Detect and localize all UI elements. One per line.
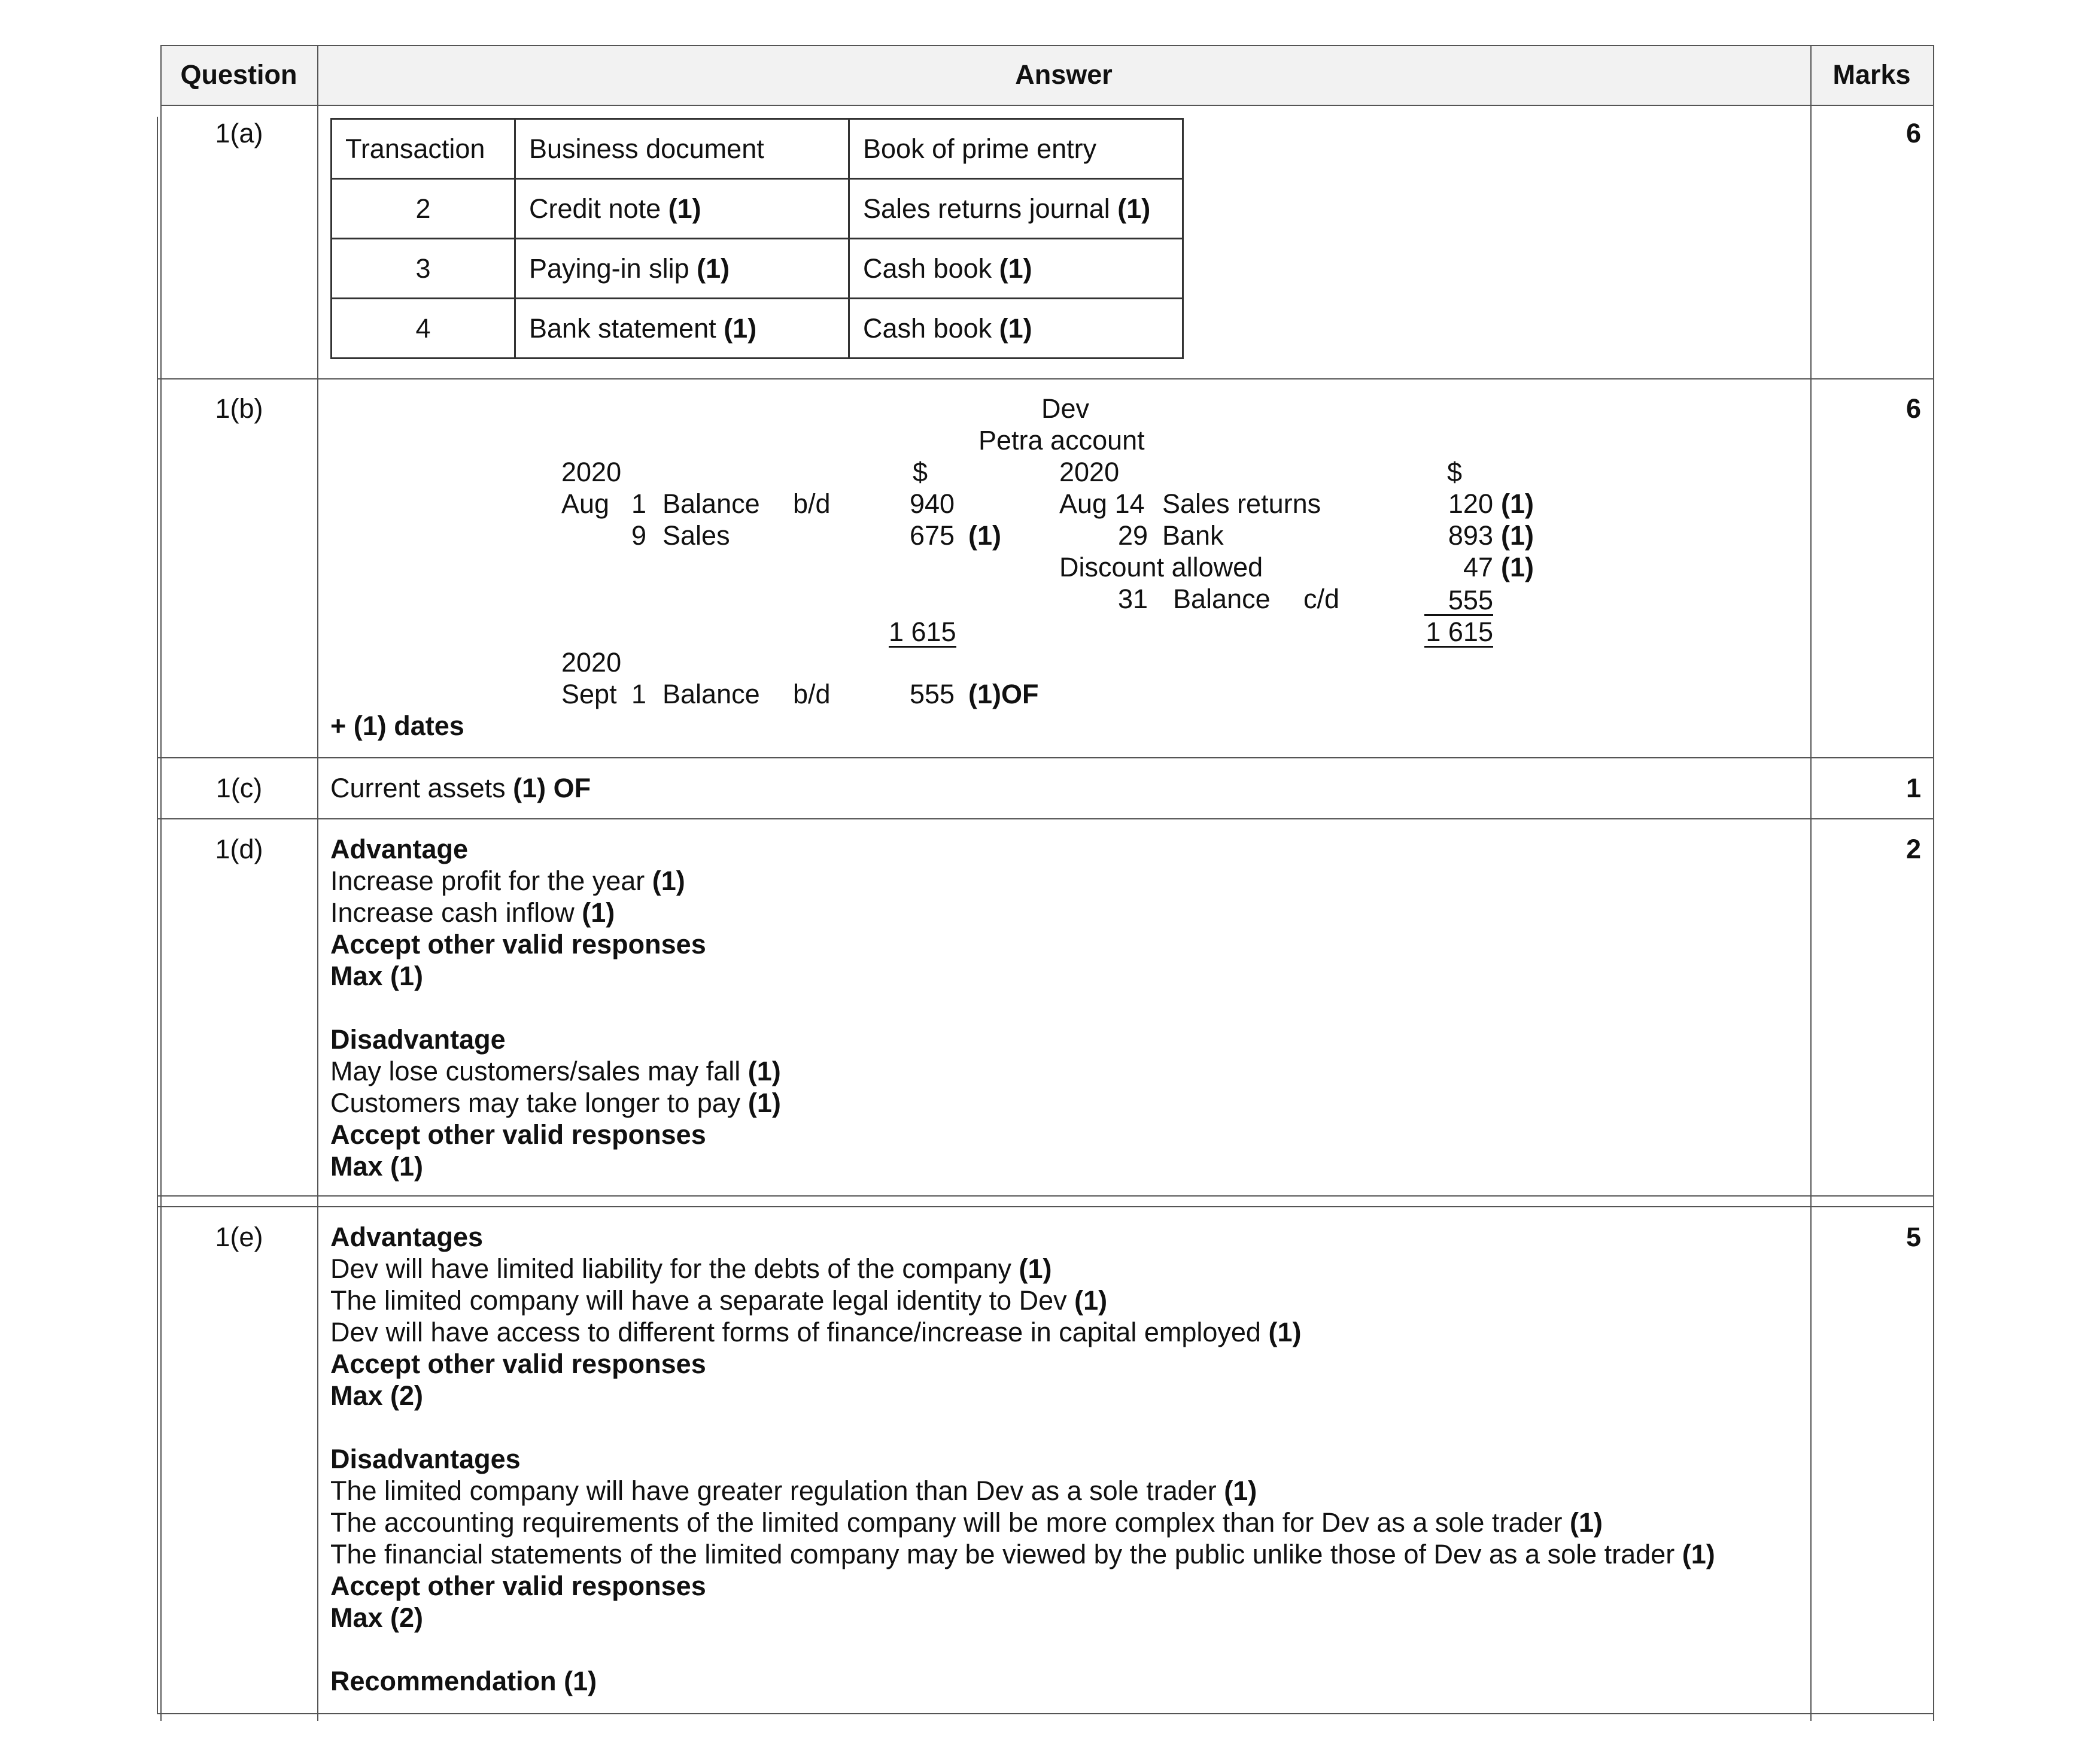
header-question: Question [180,59,297,90]
book-text: Sales returns journal [863,193,1110,224]
mark-text: (1) [1268,1317,1302,1347]
transaction-cell: 4 [332,299,515,359]
grid-line [1810,45,1812,1721]
grid-line [160,105,1934,106]
answer-text: May lose customers/sales may fall [330,1056,741,1086]
grid-line [157,757,1934,758]
disadvantage-heading: Disadvantage [330,1024,506,1055]
mark-text: (1) [1501,520,1534,551]
mark-text: (1) [1074,1285,1108,1316]
debit-detail: Balance [662,488,760,519]
accept-note: Accept other valid responses [330,1119,706,1150]
mark-text: (1) [564,1666,597,1696]
credit-ref: c/d [1303,584,1340,614]
answer-text: The accounting requirements of the limited company will be more complex than for Dev as a sole trader [330,1507,1563,1538]
mark-text: (1) [652,866,685,896]
grid-line [160,45,1934,46]
ledger-account-title: Petra account [978,425,1145,456]
grid-line [157,818,1934,819]
bd-month: Sept [561,679,617,709]
grid-line [157,1206,1934,1207]
credit-amount: 47 [1463,552,1493,582]
answer-text: The financial statements of the limited company may be viewed by the public unlike those of Dev as a sole trader [330,1539,1675,1569]
book-text: Cash book [863,253,992,284]
answer-line [330,1316,1301,1349]
transaction-cell: 3 [332,239,515,299]
document-cell [515,299,849,359]
mark-text: (1) [724,312,757,344]
mark-text: (1) [1501,488,1534,519]
accept-note: Accept other valid responses [330,1349,706,1379]
credit-currency: $ [1447,457,1463,487]
debit-month: Aug [561,488,610,519]
table-header-cell: Book of prime entry [849,119,1183,179]
book-cell [849,239,1183,299]
mark-text: (1)OF [968,679,1039,709]
document-text: Bank statement [529,312,716,344]
question-marks: 2 [1906,834,1921,864]
debit-amount: 940 [910,488,955,519]
ledger-owner: Dev [1041,393,1090,424]
grid-line [157,378,1934,379]
max-note: Max (1) [330,1151,424,1182]
grid-line [157,117,158,1714]
table-row [332,239,1183,299]
disadvantage-heading: Disadvantages [330,1444,521,1474]
question-marks: 6 [1906,118,1921,148]
table-header-cell: Business document [515,119,849,179]
debit-total: 1 615 [889,617,956,647]
credit-detail: Bank [1162,520,1224,551]
transaction-cell: 2 [332,179,515,239]
question-number: 1(e) [215,1222,263,1252]
answer-line [330,1087,781,1119]
book-text: Cash book [863,312,992,344]
bd-amount: 555 [910,679,955,709]
document-cell [515,239,849,299]
credit-amount: 893 [1448,520,1493,551]
debit-currency: $ [913,457,928,487]
answer-text: The limited company will have greater regulation than Dev as a sole trader [330,1475,1217,1506]
grid-line [157,1195,1934,1197]
question-marks: 5 [1906,1222,1921,1252]
credit-detail: Sales returns [1162,488,1321,519]
debit-year: 2020 [561,457,622,487]
answer-line [330,1055,781,1088]
debit-amount: 675 [910,520,955,551]
question-number: 1(b) [215,393,263,424]
answer-line [330,1253,1052,1285]
credit-amount: 555 [1424,587,1493,616]
table-header-row [332,119,1183,179]
debit-day: 1 [631,488,647,519]
mark-text: (1) [697,253,730,284]
answer-line [330,772,591,804]
answer-line [330,1507,1603,1539]
bd-year: 2020 [561,647,622,678]
book-cell [849,179,1183,239]
mark-text: (1) [1682,1539,1715,1569]
credit-detail: Discount allowed [1059,552,1263,582]
answer-text: Dev will have access to different forms of finance/increase in capital employed [330,1317,1261,1347]
question-marks: 6 [1906,393,1921,424]
answer-text: The limited company will have a separate legal identity to Dev [330,1285,1067,1316]
mark-text: (1) [968,520,1001,551]
debit-detail: Sales [662,520,730,551]
recommendation-line [330,1665,597,1698]
credit-amount: 120 [1448,488,1493,519]
mark-text: (1) [1019,1253,1052,1284]
question-number: 1(c) [215,773,263,803]
credit-date: 31 [1118,584,1148,614]
table-row [332,299,1183,359]
credit-date: Aug 14 [1059,488,1145,519]
book-cell [849,299,1183,359]
dates-note: + (1) dates [330,710,464,741]
answer-text: Customers may take longer to pay [330,1088,741,1118]
advantage-heading: Advantage [330,834,469,864]
credit-total: 1 615 [1424,618,1493,648]
accept-note: Accept other valid responses [330,1571,706,1601]
grid-line [1933,45,1934,1721]
mark-text: (1) [747,1056,781,1086]
mark-text: (1) [1117,193,1151,224]
header-marks: Marks [1832,59,1911,90]
answer-text: Increase cash inflow [330,897,575,928]
document-text: Paying-in slip [529,253,689,284]
max-note: Max (1) [330,961,424,991]
grid-line [317,45,318,1721]
mark-text: (1) [747,1088,781,1118]
question-number: 1(d) [215,834,263,864]
answer-line [330,865,685,897]
answer-line [330,1475,1257,1507]
credit-date: 29 [1118,520,1148,551]
grid-line [157,1713,1934,1714]
max-note: Max (2) [330,1602,424,1633]
mark-text: (1) [1570,1507,1603,1538]
document-cell [515,179,849,239]
credit-year: 2020 [1059,457,1120,487]
bd-ref: b/d [793,679,831,709]
mark-text: (1) [999,253,1032,284]
advantage-heading: Advantages [330,1222,484,1252]
accept-note: Accept other valid responses [330,929,706,959]
question-number: 1(a) [215,118,263,148]
document-text: Credit note [529,193,661,224]
answer-line [330,897,615,929]
table-row [332,179,1183,239]
answer-text: Dev will have limited liability for the debts of the company [330,1253,1012,1284]
bd-day: 1 [631,679,647,709]
grid-line [160,45,162,1721]
header-answer: Answer [1015,59,1113,90]
mark-text: (1) [668,193,701,224]
max-note: Max (2) [330,1380,424,1411]
mark-text: (1) OF [513,773,591,803]
answer-line [330,1538,1715,1571]
mark-text: (1) [1224,1475,1257,1506]
credit-detail: Balance [1173,584,1271,614]
table-header-cell: Transaction [332,119,515,179]
mark-text: (1) [999,312,1032,344]
answer-line [330,1285,1107,1317]
answer-text: Increase profit for the year [330,866,645,896]
mark-text: (1) [582,897,615,928]
question-marks: 1 [1906,773,1921,803]
mark-text: (1) [1501,552,1534,582]
debit-ref: b/d [793,488,831,519]
bd-detail: Balance [662,679,760,709]
prime-entry-table [330,118,1184,359]
answer-text: Current assets [330,773,506,803]
debit-day: 9 [631,520,647,551]
recommendation-text: Recommendation [330,1666,557,1696]
